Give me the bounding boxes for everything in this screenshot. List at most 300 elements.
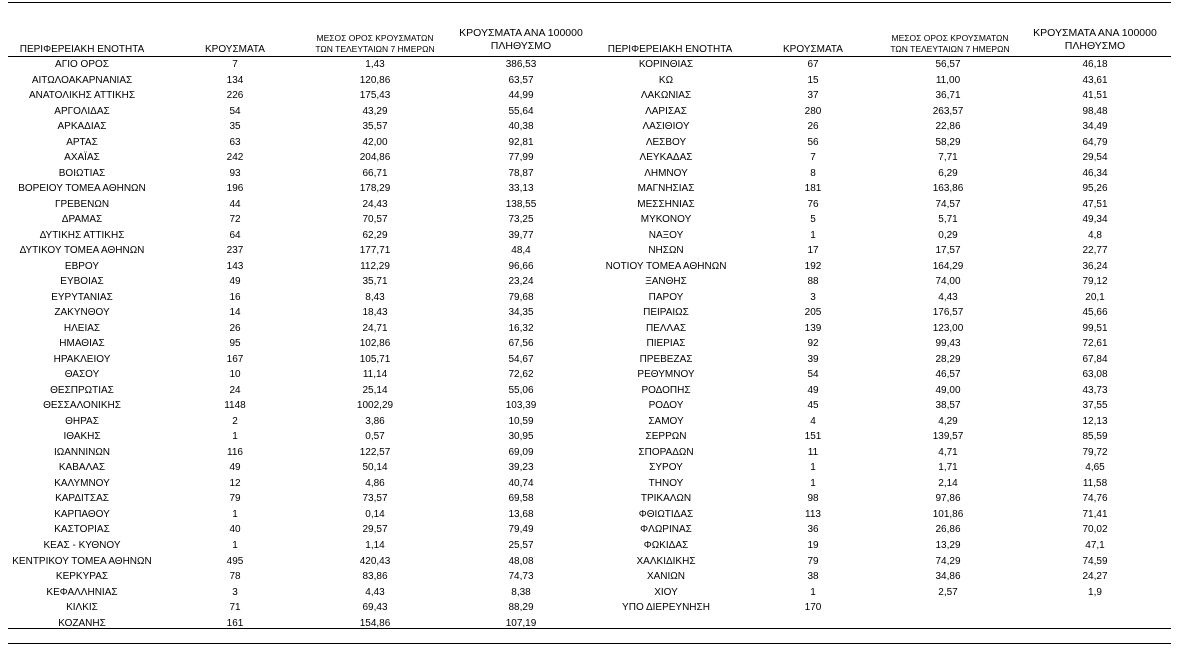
cases-cell: 12 <box>229 477 241 489</box>
cases-cell: 113 <box>805 508 821 520</box>
cases-cell: 5 <box>810 214 816 226</box>
region-cell: ΚΕΦΑΛΛΗΝΙΑΣ <box>46 586 118 598</box>
region-cell: ΑΙΤΩΛΟΑΚΑΡΝΑΝΙΑΣ <box>31 74 133 86</box>
region-cell: ΝΗΣΩΝ <box>648 245 684 257</box>
avg7-cell: 0,14 <box>365 508 385 520</box>
region-cell: ΠΕΛΛΑΣ <box>645 322 687 334</box>
region-cell: ΜΥΚΟΝΟΥ <box>640 214 692 226</box>
region-cell: ΑΝΑΤΟΛΙΚΗΣ ΑΤΤΙΚΗΣ <box>28 90 136 102</box>
cases-cell: 88 <box>807 276 819 288</box>
cases-cell: 38 <box>807 571 819 583</box>
per100k-cell: 72,61 <box>1082 338 1108 350</box>
avg7-cell: 112,29 <box>360 260 390 272</box>
avg7-cell: 62,29 <box>362 229 388 241</box>
cases-cell: 54 <box>807 369 819 381</box>
per100k-cell: 48,08 <box>508 555 534 567</box>
per100k-cell: 79,49 <box>508 524 534 536</box>
avg7-cell: 74,57 <box>935 198 961 210</box>
avg7-cell: 42,00 <box>362 136 388 148</box>
cases-cell: 170 <box>804 602 822 614</box>
cases-cell: 1 <box>232 539 238 551</box>
cases-cell: 54 <box>229 105 241 117</box>
per100k-cell: 78,87 <box>508 167 534 179</box>
avg7-cell: 0,29 <box>938 229 958 241</box>
avg7-cell: 0,57 <box>365 431 385 443</box>
avg7-cell: 139,57 <box>932 431 964 443</box>
avg7-cell: 46,57 <box>935 369 961 381</box>
cases-cell: 11 <box>807 446 819 458</box>
cases-cell: 49 <box>807 384 819 396</box>
cases-cell: 93 <box>229 167 241 179</box>
avg7-cell: 29,57 <box>362 524 388 536</box>
region-cell: ΕΥΡΥΤΑΝΙΑΣ <box>51 291 113 303</box>
region-cell: ΛΗΜΝΟΥ <box>644 167 688 179</box>
avg7-cell: 11,00 <box>935 74 961 86</box>
header-avg7-line2: ΤΩΝ ΤΕΛΕΥΤΑΙΩΝ 7 ΗΜΕΡΩΝ <box>315 44 435 54</box>
per100k-cell: 44,99 <box>508 90 534 102</box>
header-per100k-line1: ΚΡΟΥΣΜΑΤΑ ΑΝΑ 100000 <box>1033 27 1157 39</box>
region-cell: ΤΡΙΚΑΛΩΝ <box>640 493 692 505</box>
header-per100k <box>1020 27 1170 53</box>
avg7-cell: 4,43 <box>938 291 958 303</box>
region-cell: ΗΛΕΙΑΣ <box>63 322 101 334</box>
cases-cell: 72 <box>229 214 241 226</box>
per100k-cell: 55,06 <box>508 384 534 396</box>
per100k-cell: 43,61 <box>1082 74 1108 86</box>
avg7-cell: 105,71 <box>359 353 391 365</box>
region-cell: ΖΑΚΥΝΘΟΥ <box>54 307 110 319</box>
header-region: ΠΕΡΙΦΕΡΕΙΑΚΗ ΕΝΟΤΗΤΑ <box>19 44 145 55</box>
per100k-cell: 63,08 <box>1082 369 1108 381</box>
cases-cell: 280 <box>804 105 822 117</box>
per100k-cell: 40,38 <box>508 121 534 133</box>
cases-cell: 26 <box>807 121 819 133</box>
cases-cell: 151 <box>804 431 822 443</box>
region-cell: ΣΕΡΡΩΝ <box>645 431 687 443</box>
cases-cell: 4 <box>810 415 816 427</box>
avg7-cell: 154,86 <box>359 617 391 629</box>
cases-cell: 63 <box>229 136 241 148</box>
region-cell: ΕΥΒΟΙΑΣ <box>60 276 104 288</box>
per100k-cell: 96,66 <box>508 260 534 272</box>
per100k-cell: 72,62 <box>508 369 534 381</box>
region-cell: ΜΑΓΝΗΣΙΑΣ <box>637 183 695 195</box>
avg7-cell: 22,86 <box>935 121 961 133</box>
per100k-cell: 64,79 <box>1082 136 1108 148</box>
avg7-cell: 3,86 <box>365 415 385 427</box>
avg7-cell: 28,29 <box>935 353 961 365</box>
avg7-cell: 58,29 <box>935 136 961 148</box>
cases-cell: 10 <box>229 369 241 381</box>
cases-cell: 1 <box>810 229 816 241</box>
per100k-cell: 40,74 <box>508 477 534 489</box>
avg7-cell: 74,29 <box>935 555 961 567</box>
header-cases: ΚΡΟΥΣΜΑΤΑ <box>205 44 265 55</box>
per100k-cell: 47,51 <box>1082 198 1108 210</box>
region-cell: ΞΑΝΘΗΣ <box>645 276 687 288</box>
region-cell: ΙΘΑΚΗΣ <box>63 431 101 443</box>
region-cell: ΚΑΒΑΛΑΣ <box>58 462 106 474</box>
avg7-cell: 4,71 <box>938 446 958 458</box>
cases-cell: 56 <box>807 136 819 148</box>
per100k-cell: 13,68 <box>508 508 534 520</box>
avg7-cell: 204,86 <box>359 152 391 164</box>
per100k-cell: 386,53 <box>505 59 537 70</box>
per100k-cell: 25,57 <box>508 539 534 551</box>
cases-cell: 36 <box>807 524 819 536</box>
cases-cell: 71 <box>229 602 241 614</box>
region-cell: ΚΑΡΠΑΘΟΥ <box>54 508 110 520</box>
cases-cell: 49 <box>229 462 241 474</box>
cases-cell: 3 <box>810 291 816 303</box>
cases-cell: 134 <box>226 74 244 86</box>
cases-cell: 242 <box>226 152 244 164</box>
avg7-cell: 2,14 <box>938 477 958 489</box>
per100k-cell: 77,99 <box>508 152 534 164</box>
per100k-cell: 37,55 <box>1082 400 1108 412</box>
avg7-cell: 4,86 <box>365 477 385 489</box>
per100k-cell: 4,8 <box>1088 229 1102 241</box>
cases-cell: 3 <box>232 586 238 598</box>
avg7-cell: 4,29 <box>938 415 958 427</box>
header-region: ΠΕΡΙΦΕΡΕΙΑΚΗ ΕΝΟΤΗΤΑ <box>607 44 733 55</box>
per100k-cell: 39,77 <box>508 229 534 241</box>
cases-cell: 44 <box>229 198 241 210</box>
cases-cell: 24 <box>229 384 241 396</box>
avg7-cell: 178,29 <box>359 183 391 195</box>
cases-cell: 26 <box>229 322 241 334</box>
per100k-cell: 67,56 <box>508 338 534 350</box>
per100k-cell: 49,34 <box>1082 214 1108 226</box>
cases-cell: 2 <box>232 415 238 427</box>
region-cell: ΡΟΔΟΥ <box>648 400 684 412</box>
region-cell: ΣΥΡΟΥ <box>649 462 683 474</box>
region-cell: ΘΕΣΠΡΩΤΙΑΣ <box>50 384 114 396</box>
region-cell: ΜΕΣΣΗΝΙΑΣ <box>637 198 695 210</box>
cases-cell: 143 <box>226 260 244 272</box>
region-cell: ΣΠΟΡΑΔΩΝ <box>638 446 694 458</box>
per100k-cell: 34,35 <box>508 307 534 319</box>
avg7-cell: 26,86 <box>935 524 961 536</box>
cases-cell: 14 <box>229 307 241 319</box>
per100k-cell: 69,58 <box>508 493 534 505</box>
region-cell: ΘΗΡΑΣ <box>65 415 99 427</box>
per100k-cell: 69,09 <box>508 446 534 458</box>
header-per100k-line2: ΠΛΗΘΥΣΜΟ <box>490 40 552 52</box>
region-cell: ΓΡΕΒΕΝΩΝ <box>54 198 110 210</box>
per100k-cell: 11,58 <box>1082 477 1108 489</box>
per100k-cell: 71,41 <box>1082 508 1108 520</box>
avg7-cell: 35,71 <box>362 276 388 288</box>
cases-cell: 49 <box>229 276 241 288</box>
avg7-cell: 38,57 <box>935 400 961 412</box>
avg7-cell: 49,00 <box>935 384 961 396</box>
header-avg7 <box>870 33 1030 55</box>
region-cell: ΛΑΚΩΝΙΑΣ <box>640 90 692 102</box>
region-cell: ΠΙΕΡΙΑΣ <box>646 338 686 350</box>
per100k-cell: 20,1 <box>1085 291 1105 303</box>
region-cell: ΚΟΡΙΝΘΙΑΣ <box>638 59 694 70</box>
avg7-cell: 263,57 <box>932 105 964 117</box>
cases-cell: 40 <box>229 524 241 536</box>
avg7-cell: 70,57 <box>362 214 388 226</box>
per100k-cell: 98,48 <box>1082 105 1108 117</box>
header-avg7-line2: ΤΩΝ ΤΕΛΕΥΤΑΙΩΝ 7 ΗΜΕΡΩΝ <box>890 44 1010 54</box>
per100k-cell: 48,4 <box>511 245 531 257</box>
avg7-cell: 13,29 <box>935 539 961 551</box>
region-cell: ΑΡΤΑΣ <box>66 136 98 148</box>
cases-cell: 79 <box>229 493 241 505</box>
avg7-cell: 74,00 <box>935 276 961 288</box>
cases-cell: 7 <box>810 152 816 164</box>
header-per100k-line2: ΠΛΗΘΥΣΜΟ <box>1064 40 1126 52</box>
avg7-cell: 122,57 <box>359 446 391 458</box>
header-per100k-line1: ΚΡΟΥΣΜΑΤΑ ΑΝΑ 100000 <box>459 27 583 39</box>
per100k-cell: 79,72 <box>1082 446 1108 458</box>
cases-cell: 237 <box>226 245 244 257</box>
per100k-cell: 46,18 <box>1082 59 1108 70</box>
region-cell: ΛΕΣΒΟΥ <box>645 136 687 148</box>
region-cell: ΤΗΝΟΥ <box>648 477 684 489</box>
avg7-cell: 17,57 <box>935 245 961 257</box>
cases-cell: 1148 <box>224 400 246 412</box>
per100k-cell: 73,25 <box>508 214 534 226</box>
avg7-cell: 11,14 <box>362 369 388 381</box>
per100k-cell: 30,95 <box>508 431 534 443</box>
avg7-cell: 56,57 <box>935 59 961 70</box>
per100k-cell: 43,73 <box>1082 384 1108 396</box>
region-cell: ΚΩ <box>658 74 674 86</box>
region-cell: ΧΙΟΥ <box>654 586 678 598</box>
cases-cell: 98 <box>807 493 819 505</box>
per100k-cell: 92,81 <box>508 136 534 148</box>
per100k-cell: 16,32 <box>508 322 534 334</box>
cases-cell: 76 <box>807 198 819 210</box>
region-cell: ΚΑΣΤΟΡΙΑΣ <box>54 524 110 536</box>
region-cell: ΗΜΑΘΙΑΣ <box>59 338 105 350</box>
per100k-cell: 107,19 <box>505 617 537 629</box>
per100k-cell: 23,24 <box>508 276 534 288</box>
cases-cell: 35 <box>229 121 241 133</box>
region-cell: ΠΕΙΡΑΙΩΣ <box>643 307 689 319</box>
region-cell: ΚΕΑΣ - ΚΥΘΝΟΥ <box>43 539 121 551</box>
avg7-cell: 4,43 <box>365 586 385 598</box>
per100k-cell: 99,51 <box>1082 322 1108 334</box>
per100k-cell: 79,12 <box>1082 276 1108 288</box>
avg7-cell: 1,71 <box>938 462 958 474</box>
region-cell: ΚΕΝΤΡΙΚΟΥ ΤΟΜΕΑ ΑΘΗΝΩΝ <box>12 555 152 567</box>
region-cell: ΕΒΡΟΥ <box>64 260 100 272</box>
region-cell: ΘΕΣΣΑΛΟΝΙΚΗΣ <box>43 400 121 412</box>
region-cell: ΒΟΡΕΙΟΥ ΤΟΜΕΑ ΑΘΗΝΩΝ <box>18 183 146 195</box>
region-cell: ΒΟΙΩΤΙΑΣ <box>58 167 106 179</box>
region-cell: ΑΡΚΑΔΙΑΣ <box>57 121 107 133</box>
per100k-cell: 33,13 <box>508 183 534 195</box>
per100k-cell: 22,77 <box>1082 245 1108 257</box>
header-avg7-line1: ΜΕΣΟΣ ΟΡΟΣ ΚΡΟΥΣΜΑΤΩΝ <box>316 33 434 43</box>
top-rule <box>8 2 1171 3</box>
cases-cell: 15 <box>807 74 819 86</box>
per100k-cell: 46,34 <box>1082 167 1108 179</box>
cases-cell: 67 <box>807 59 819 70</box>
region-cell: ΔΥΤΙΚΗΣ ΑΤΤΙΚΗΣ <box>39 229 125 241</box>
avg7-cell: 1002,29 <box>356 400 394 412</box>
cases-cell: 1 <box>232 431 238 443</box>
per100k-cell: 95,26 <box>1082 183 1108 195</box>
cases-cell: 161 <box>226 617 244 629</box>
avg7-cell: 164,29 <box>932 260 964 272</box>
region-cell: ΡΕΘΥΜΝΟΥ <box>637 369 695 381</box>
avg7-cell: 101,86 <box>932 508 964 520</box>
cases-cell: 16 <box>229 291 241 303</box>
cases-cell: 17 <box>807 245 819 257</box>
cases-cell: 495 <box>226 555 244 567</box>
per100k-cell: 74,59 <box>1082 555 1108 567</box>
region-cell: ΦΩΚΙΔΑΣ <box>643 539 689 551</box>
cases-cell: 1 <box>232 508 238 520</box>
per100k-cell: 41,51 <box>1082 90 1108 102</box>
region-cell: ΠΡΕΒΕΖΑΣ <box>639 353 693 365</box>
cases-cell: 226 <box>226 90 244 102</box>
region-cell: ΔΥΤΙΚΟΥ ΤΟΜΕΑ ΑΘΗΝΩΝ <box>19 245 145 257</box>
per100k-cell: 4,65 <box>1085 462 1105 474</box>
region-cell: ΑΓΙΟ ΟΡΟΣ <box>55 59 109 70</box>
region-cell: ΥΠΟ ΔΙΕΡΕΥΝΗΣΗ <box>622 602 710 614</box>
region-cell: ΡΟΔΟΠΗΣ <box>641 384 691 396</box>
region-cell: ΝΟΤΙΟΥ ΤΟΜΕΑ ΑΘΗΝΩΝ <box>605 260 727 272</box>
avg7-cell: 66,71 <box>362 167 388 179</box>
region-cell: ΚΕΡΚΥΡΑΣ <box>55 571 109 583</box>
region-cell: ΝΑΞΟΥ <box>648 229 684 241</box>
cases-cell: 1 <box>810 462 816 474</box>
cases-cell: 196 <box>226 183 244 195</box>
per100k-cell: 39,23 <box>508 462 534 474</box>
avg7-cell: 73,57 <box>362 493 388 505</box>
cases-cell: 1 <box>810 477 816 489</box>
header-avg7 <box>290 33 460 55</box>
region-cell: ΚΑΛΥΜΝΟΥ <box>54 477 110 489</box>
region-cell: ΔΡΑΜΑΣ <box>61 214 103 226</box>
per100k-cell: 36,24 <box>1082 260 1108 272</box>
region-cell: ΙΩΑΝΝΙΝΩΝ <box>53 446 111 458</box>
region-cell: ΛΕΥΚΑΔΑΣ <box>639 152 693 164</box>
per100k-cell: 103,39 <box>505 400 537 412</box>
region-cell: ΛΑΡΙΣΑΣ <box>645 105 687 117</box>
cases-cell: 39 <box>807 353 819 365</box>
avg7-cell: 99,43 <box>935 338 961 350</box>
region-cell: ΘΑΣΟΥ <box>64 369 100 381</box>
avg7-cell: 177,71 <box>359 245 391 257</box>
avg7-cell: 420,43 <box>359 555 391 567</box>
cases-cell: 19 <box>807 539 819 551</box>
header-cases: ΚΡΟΥΣΜΑΤΑ <box>783 44 843 55</box>
region-cell: ΧΑΝΙΩΝ <box>646 571 686 583</box>
region-cell: ΚΙΛΚΙΣ <box>66 602 98 614</box>
region-cell: ΑΡΓΟΛΙΔΑΣ <box>54 105 110 117</box>
per100k-cell: 47,1 <box>1085 539 1105 551</box>
cases-cell: 79 <box>807 555 819 567</box>
bottom-double-rule <box>8 643 1171 644</box>
region-cell: ΗΡΑΚΛΕΙΟΥ <box>53 353 111 365</box>
region-cell: ΚΑΡΔΙΤΣΑΣ <box>55 493 109 505</box>
avg7-cell: 34,86 <box>935 571 961 583</box>
bottom-rule <box>8 628 1171 629</box>
per100k-cell: 85,59 <box>1082 431 1108 443</box>
per100k-cell: 1,9 <box>1088 586 1102 598</box>
per100k-cell: 74,73 <box>508 571 534 583</box>
per100k-cell: 10,59 <box>508 415 534 427</box>
cases-cell: 205 <box>804 307 822 319</box>
per100k-cell: 138,55 <box>505 198 537 210</box>
avg7-cell: 5,71 <box>938 214 958 226</box>
avg7-cell: 25,14 <box>362 384 388 396</box>
avg7-cell: 83,86 <box>362 571 388 583</box>
per100k-cell: 74,76 <box>1082 493 1108 505</box>
avg7-cell: 24,43 <box>362 198 388 210</box>
avg7-cell: 1,14 <box>365 539 385 551</box>
cases-cell: 37 <box>807 90 819 102</box>
per100k-cell: 29,54 <box>1082 152 1108 164</box>
avg7-cell: 123,00 <box>932 322 964 334</box>
cases-cell: 167 <box>226 353 244 365</box>
header-per100k <box>446 27 596 53</box>
per100k-cell: 54,67 <box>508 353 534 365</box>
per100k-cell: 8,38 <box>511 586 531 598</box>
cases-cell: 8 <box>810 167 816 179</box>
avg7-cell: 69,43 <box>362 602 388 614</box>
per100k-cell: 24,27 <box>1082 571 1108 583</box>
avg7-cell: 97,86 <box>935 493 961 505</box>
avg7-cell: 120,86 <box>359 74 391 86</box>
region-cell: ΑΧΑΪΑΣ <box>64 152 100 164</box>
region-cell: ΛΑΣΙΘΙΟΥ <box>642 121 690 133</box>
avg7-cell: 175,43 <box>359 90 391 102</box>
avg7-cell: 36,71 <box>935 90 961 102</box>
cases-cell: 139 <box>804 322 822 334</box>
per100k-cell: 34,49 <box>1082 121 1108 133</box>
avg7-cell: 24,71 <box>362 322 388 334</box>
per100k-cell: 79,68 <box>508 291 534 303</box>
region-cell: ΣΑΜΟΥ <box>648 415 684 427</box>
cases-cell: 7 <box>232 59 238 70</box>
header-avg7-line1: ΜΕΣΟΣ ΟΡΟΣ ΚΡΟΥΣΜΑΤΩΝ <box>891 33 1009 43</box>
avg7-cell: 1,43 <box>365 59 385 70</box>
region-cell: ΧΑΛΚΙΔΙΚΗΣ <box>636 555 696 567</box>
avg7-cell: 18,43 <box>362 307 388 319</box>
cases-cell: 64 <box>229 229 241 241</box>
region-cell: ΚΟΖΑΝΗΣ <box>58 617 106 629</box>
avg7-cell: 7,71 <box>938 152 958 164</box>
avg7-cell: 2,57 <box>938 586 958 598</box>
avg7-cell: 176,57 <box>932 307 964 319</box>
cases-cell: 92 <box>807 338 819 350</box>
avg7-cell: 102,86 <box>359 338 391 350</box>
per100k-cell: 88,29 <box>508 602 534 614</box>
region-cell: ΦΛΩΡΙΝΑΣ <box>640 524 692 536</box>
cases-cell: 181 <box>804 183 822 195</box>
cases-cell: 116 <box>227 446 243 458</box>
region-cell: ΦΘΙΩΤΙΔΑΣ <box>638 508 694 520</box>
per100k-cell: 67,84 <box>1082 353 1108 365</box>
region-cell: ΠΑΡΟΥ <box>648 291 684 303</box>
per100k-cell: 12,13 <box>1082 415 1108 427</box>
cases-cell: 95 <box>229 338 241 350</box>
per100k-cell: 70,02 <box>1082 524 1108 536</box>
avg7-cell: 163,86 <box>932 183 964 195</box>
avg7-cell: 35,57 <box>362 121 388 133</box>
cases-cell: 78 <box>229 571 241 583</box>
per100k-cell: 63,57 <box>508 74 534 86</box>
